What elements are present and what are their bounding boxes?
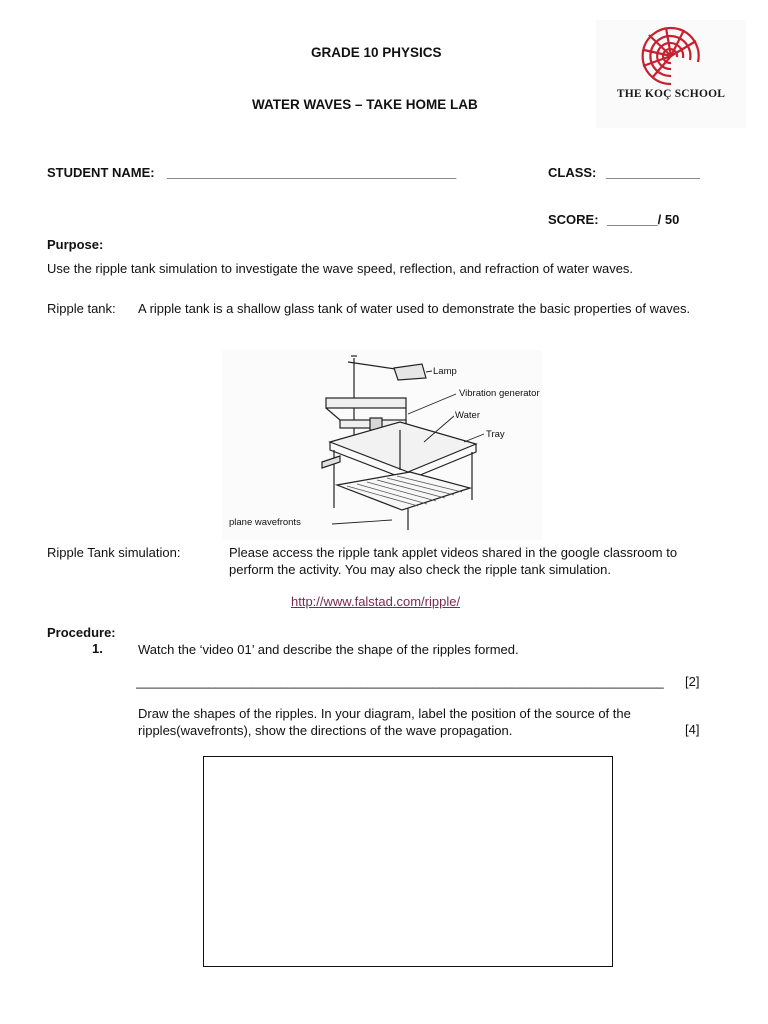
label-lamp: Lamp xyxy=(433,366,457,377)
school-logo xyxy=(596,20,746,128)
purpose-heading: Purpose: xyxy=(47,237,104,252)
class-label: CLASS: xyxy=(548,165,597,180)
simulation-term: Ripple Tank simulation: xyxy=(47,545,181,560)
nautilus-logo-icon xyxy=(636,26,706,88)
ripple-tank-diagram xyxy=(222,350,542,540)
draw-marks: [4] xyxy=(685,722,700,737)
draw-instructions: Draw the shapes of the ripples. In your diagram, label the position of the source of the ripples(wavefronts), show the directions of the wave propagation. xyxy=(138,706,631,738)
drawing-box[interactable] xyxy=(203,756,613,967)
lab-title: WATER WAVES – TAKE HOME LAB xyxy=(252,97,478,112)
label-tray: Tray xyxy=(486,429,505,440)
answer-marks: [2] xyxy=(685,674,700,689)
answer-line[interactable]: _________________________________________________________________________ xyxy=(136,674,664,689)
student-name-label: STUDENT NAME: xyxy=(47,165,155,180)
student-name-field[interactable]: ________________________________________ xyxy=(167,165,457,180)
simulation-text: Please access the ripple tank applet videos shared in the google classroom to perform the activity. You may also check the ripple tank simulation. xyxy=(229,545,678,577)
step-number: 1. xyxy=(92,641,103,656)
ripple-tank-term: Ripple tank: xyxy=(47,301,116,316)
course-title: GRADE 10 PHYSICS xyxy=(311,45,442,60)
procedure-heading: Procedure: xyxy=(47,625,116,640)
falstad-ripple-link[interactable]: http://www.falstad.com/ripple/ xyxy=(291,594,461,609)
logo-text: THE KOÇ SCHOOL xyxy=(616,88,726,100)
step-text: Watch the ‘video 01’ and describe the shape of the ripples formed. xyxy=(138,642,519,657)
label-vibration-generator: Vibration generator xyxy=(459,388,540,399)
label-water: Water xyxy=(455,410,480,421)
score-field[interactable]: _______/ 50 xyxy=(607,212,680,227)
ripple-tank-definition: A ripple tank is a shallow glass tank of water used to demonstrate the basic properties of waves. xyxy=(138,301,691,316)
label-plane-wavefronts: plane wavefronts xyxy=(229,517,301,528)
purpose-text: Use the ripple tank simulation to investigate the wave speed, reflection, and refraction of water waves. xyxy=(47,261,634,276)
class-field[interactable]: _____________ xyxy=(606,165,700,180)
score-label: SCORE: xyxy=(548,212,599,227)
